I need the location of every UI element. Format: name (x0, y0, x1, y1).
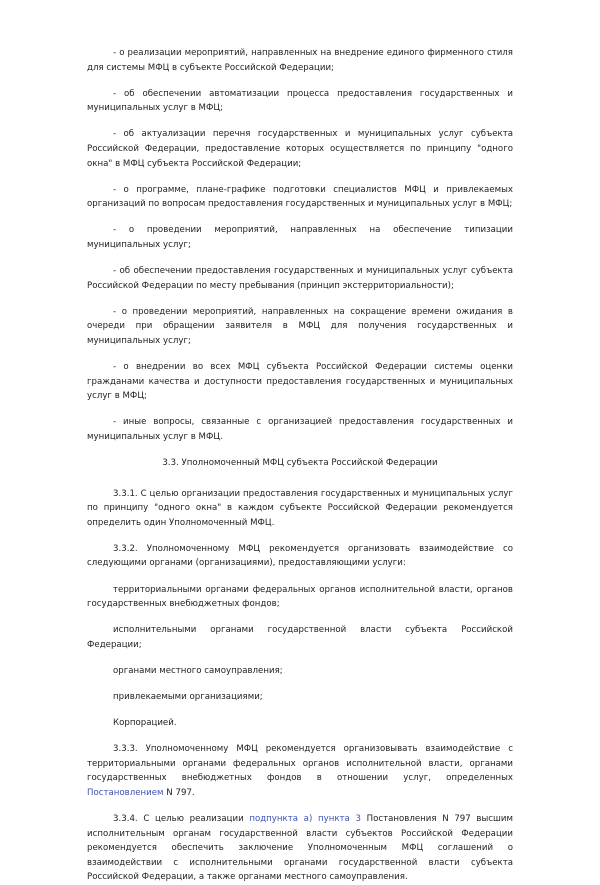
clause-3-3-4-tail: Постановления N 797 высшим исполнительным органам государственной власти субъектов Российской Федерации рекомендуется обеспечить заключение Уполномоченным МФЦ соглашений о взаимодействии с исполнительными органами государственной власти субъекта Российской Федерации, а также органами местного самоуправления. (87, 814, 513, 883)
bullet-paragraph-7: - о проведении мероприятий, направленных на сокращение времени ожидания в очереди при обращении заявителя в МФЦ для получения государственных и муниципальных услуг; (87, 306, 513, 346)
bullet-paragraph-4: - о программе, плане-графике подготовки специалистов МФЦ и привлекаемых организаций по вопросам предоставления государственных и муниципальных услуг в МФЦ; (87, 184, 513, 210)
clause-3-3-3-tail: N 797. (163, 787, 195, 798)
bullet-paragraph-1: - о реализации мероприятий, направленных на внедрение единого фирменного стиля для системы МФЦ в субъекте Российской Федерации; (87, 48, 513, 73)
clause-3-3-3 (87, 742, 513, 800)
bullet-paragraph-8: - о внедрении во всех МФЦ субъекта Российской Федерации системы оценки гражданами качества и доступности предоставления государственных и муниципальных услуг в МФЦ; (87, 362, 513, 402)
link-postanovlenie[interactable]: Постановлением (87, 787, 164, 798)
list-item-corporation: Корпорацией. (113, 718, 177, 729)
clause-3-3-3-lead: 3.3.3. Уполномоченному МФЦ рекомендуется организовывать взаимодействие с территориальными органами федеральных органов исполнительной власти, органами государственных внебюджетных фондов в отношении услуг, определенных (87, 744, 513, 784)
list-item-local-government: органами местного самоуправления; (113, 665, 283, 676)
list-item-territorial-bodies: территориальными органами федеральных органов исполнительной власти, органов государственных внебюджетных фондов; (87, 584, 513, 610)
bullet-paragraph-2: - об обеспечении автоматизации процесса предоставления государственных и муниципальных услуг в МФЦ; (87, 88, 513, 114)
bullet-paragraph-9: - иные вопросы, связанные с организацией предоставления государственных и муниципальных услуг в МФЦ. (87, 417, 513, 442)
bullet-paragraph-6: - об обеспечении предоставления государственных и муниципальных услуг субъекта Российской Федерации по месту пребывания (принцип экстерриториальности); (87, 266, 513, 291)
list-item-executive-bodies: исполнительными органами государственной власти субъекта Российской Федерации; (87, 625, 513, 650)
clause-3-3-1: 3.3.1. С целью организации предоставления государственных и муниципальных услуг по принципу "одного окна" в каждом субъекте Российской Федерации рекомендуется определить один Уполномоченный МФЦ. (87, 488, 513, 528)
clause-3-3-2: 3.3.2. Уполномоченному МФЦ рекомендуется организовать взаимодействие со следующими органами (организациями), предоставляющими услуги: (87, 543, 513, 569)
document-body (87, 46, 513, 885)
clause-3-3-4 (87, 812, 513, 885)
bullet-paragraph-3: - об актуализации перечня государственных и муниципальных услуг субъекта Российской Федерации, предоставление которых осуществляется по принципу "одного окна" в МФЦ субъекта Российской Федерации; (87, 129, 513, 169)
bullet-paragraph-5: - о проведении мероприятий, направленных на обеспечение типизации муниципальных услуг; (87, 225, 513, 250)
section-heading-3-3: 3.3. Уполномоченный МФЦ субъекта Российской Федерации (162, 457, 438, 468)
link-podpunkt-a-punkt-3[interactable]: подпункта а) пункта 3 (249, 814, 361, 825)
list-item-involved-organizations: привлекаемыми организациями; (113, 692, 263, 702)
clause-3-3-4-lead: 3.3.4. С целью реализации (113, 814, 250, 825)
